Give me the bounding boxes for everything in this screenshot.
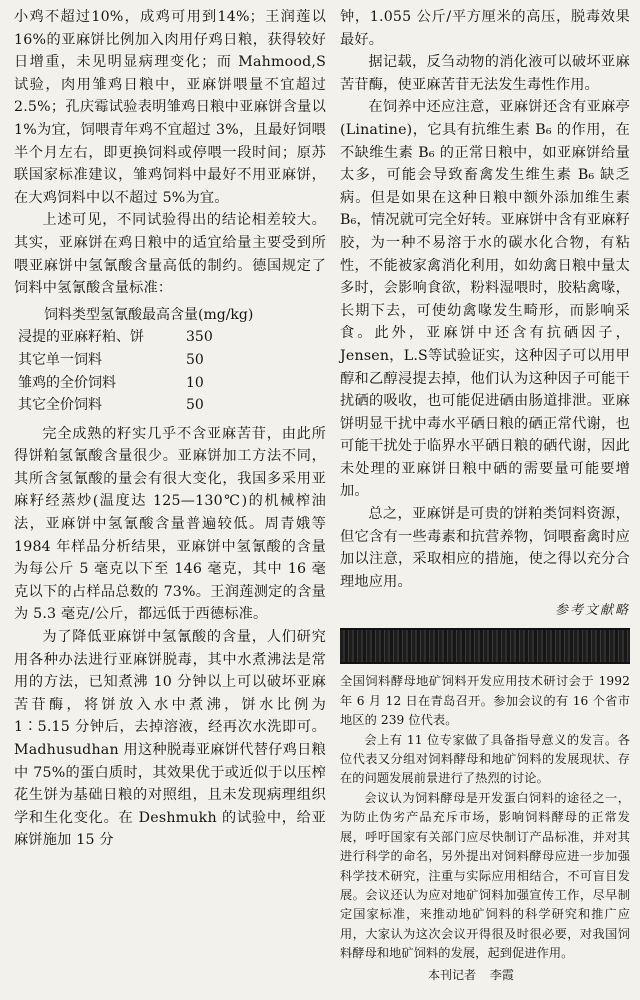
table-row [14, 326, 326, 349]
right-column [340, 6, 630, 983]
news-paragraph: 会上有 11 位专家做了具备指导意义的发言。各位代表又分组对饲料酵母和地矿饲料的发展现状、存在的问题发展前景进行了热烈的讨论。 [340, 732, 630, 786]
signature-name: 李霞 [489, 967, 514, 982]
hcn-standard-table [14, 304, 326, 417]
paragraph: 完全成熟的籽实几乎不含亚麻苦苷，由此所得饼粕氢氰酸含量很少。亚麻饼加工方法不同，其所含氢氰酸的量会有很大变化，我国多采用亚麻籽经蒸炒(温度达 125—130℃)的机械榨油法，亚麻饼中氢氰酸含量普遍较低。周青娥等 1984 年样品分析结果，亚麻饼中氢氰酸的含量为每公斤 5 毫克以下至 146 毫克，其中 16 毫克以下的占样品总数的 73%。王润莲测定的含量为 5.3 毫克/公斤，都远低于西德标准。 [14, 425, 326, 623]
table-row [14, 394, 326, 417]
table-cell-value: 10 [186, 374, 204, 391]
table-cell-name: 其它全价饲料 [18, 397, 102, 414]
table-cell-value: 50 [186, 351, 204, 368]
news-paragraph: 会议认为饲料酵母是开发蛋白饲料的途径之一，为防止伪劣产品充斥市场，影响饲料酵母的正常发展，呼吁国家有关部门应尽快制订产品标准，并对其进行科学的命名，另外提出对饲料酵母应进一步加强科学技术研究，注重与实际应用相结合，不可盲目发展。会议还认为应对地矿饲料加强宣传工作，尽早制定国家标准，来推动地矿饲料的科学研究和推广应用，大家认为这次会议开得很及时很必要，对我国饲料酵母和地矿饲料的发展，起到促进作用。 [340, 790, 630, 961]
paragraph: 小鸡不超过10%，成鸡可用到14%；王润莲以16%的亚麻饼比例加入肉用仔鸡日粮，获得较好日增重，未见明显病理变化；而 Mahmood,S 试验，肉用雏鸡日粮中，亚麻饼喂量不宜超过 2.5%；孔庆霉试验表明雏鸡日粮中亚麻饼含量以 1%为宜，饲喂青年鸡不宜超过 3%，且最好饲喂半个月左右，即更换饲料或停喂一段时间；原苏联国家标准建议，雏鸡饲料中最好不用亚麻饼，在大鸡饲料中以不超过 5%为宜。 [14, 9, 326, 206]
table-row [14, 372, 326, 395]
paragraph: 总之，亚麻饼是可贵的饼粕类饲料资源，但它含有一些毒素和抗营养物，饲喂畜禽时应加以注意，采取相应的措施，使之得以充分合理地应用。 [340, 506, 630, 590]
table-header: 饲料类型氢氰酸最高含量(mg/kg) [44, 306, 254, 323]
left-column [14, 6, 326, 852]
references-note: 参考文献略 [554, 603, 630, 619]
table-cell-name: 其它单一饲料 [18, 351, 102, 368]
table-cell-name: 雏鸡的全价饲料 [18, 374, 116, 391]
table-cell-value: 50 [186, 397, 204, 414]
paragraph: 为了降低亚麻饼中氢氰酸的含量，人们研究用各种办法进行亚麻饼脱毒，其中水煮沸法是常用的方法，已知煮沸 10 分钟以上可以破坏亚麻苦苷酶，将饼放入水中煮沸，饼水比例为 1∶5.15 分钟后，去掉溶液，经再次水洗即可。Madhusudhan 用这种脱毒亚麻饼代替仔鸡日粮中 75%的蛋白质时，其效果优于或近似于以压榨花生饼为基础日粮的对照组，且未发现病理组织学和生化变化。在 Deshmukh 的试验中，给亚麻饼施加 15 分 [14, 629, 326, 849]
paragraph: 据记载，反刍动物的消化液可以破坏亚麻苦苷酶，使亚麻苦苷无法发生毒性作用。 [340, 54, 630, 93]
table-cell-value: 350 [186, 329, 213, 346]
news-signature [340, 966, 630, 983]
paragraph: 钟，1.055 公斤/平方厘米的高压，脱毒效果最好。 [340, 9, 630, 48]
paragraph: 上述可见，不同试验得出的结论相差较大。其实，亚麻饼在鸡日粮中的适宜给量主要受到所喂亚麻饼中氢氰酸含量高低的制约。德国规定了饲料中氢氰酸含量标准： [14, 212, 326, 297]
signature-label: 本刊记者 [428, 967, 477, 982]
paragraph: 在饲养中还应注意，亚麻饼还含有亚麻亭(Linatine)，它具有抗维生素 B₆ 的作用，在不缺维生素 B₆ 的正常日粮中，如亚麻饼给量太多，可能会导致畜禽发生维生素 B₆ 缺乏病。但是如果在这种日粮中额外添加维生素 B₆，情况就可完全好转。亚麻饼中含有亚麻籽胶，为一种不易溶于水的碳水化合物，有粘性，不能被家禽消化利用，如幼禽日粮中量太多时，会影响食欲，粉料湿喂时，胶粘禽喙，长期下去，可使幼禽喙发生畸形，而影响采食。此外，亚麻饼中还含有抗硒因子，Jensen，L.S等试验证实，这种因子可以用甲醇和乙醇浸提去掉，他们认为这种因子可能干扰硒的吸收，也可能促进硒由肠道排泄。亚麻饼明显干扰中毒水平硒日粮的硒正常代谢，也可能干扰处于临界水平硒日粮的硒代谢，因此未处理的亚麻饼日粮中硒的需要量可能要增加。 [340, 99, 630, 500]
news-paragraph: 全国饲料酵母地矿饲料开发应用技术研讨会于 1992 年 6 月 12 日在青岛召开。参加会议的有 16 个省市地区的 239 位代表。 [340, 674, 630, 728]
news-header-banner-image [340, 628, 630, 664]
table-row [14, 349, 326, 372]
table-cell-name: 浸提的亚麻籽粕、饼 [18, 329, 144, 346]
